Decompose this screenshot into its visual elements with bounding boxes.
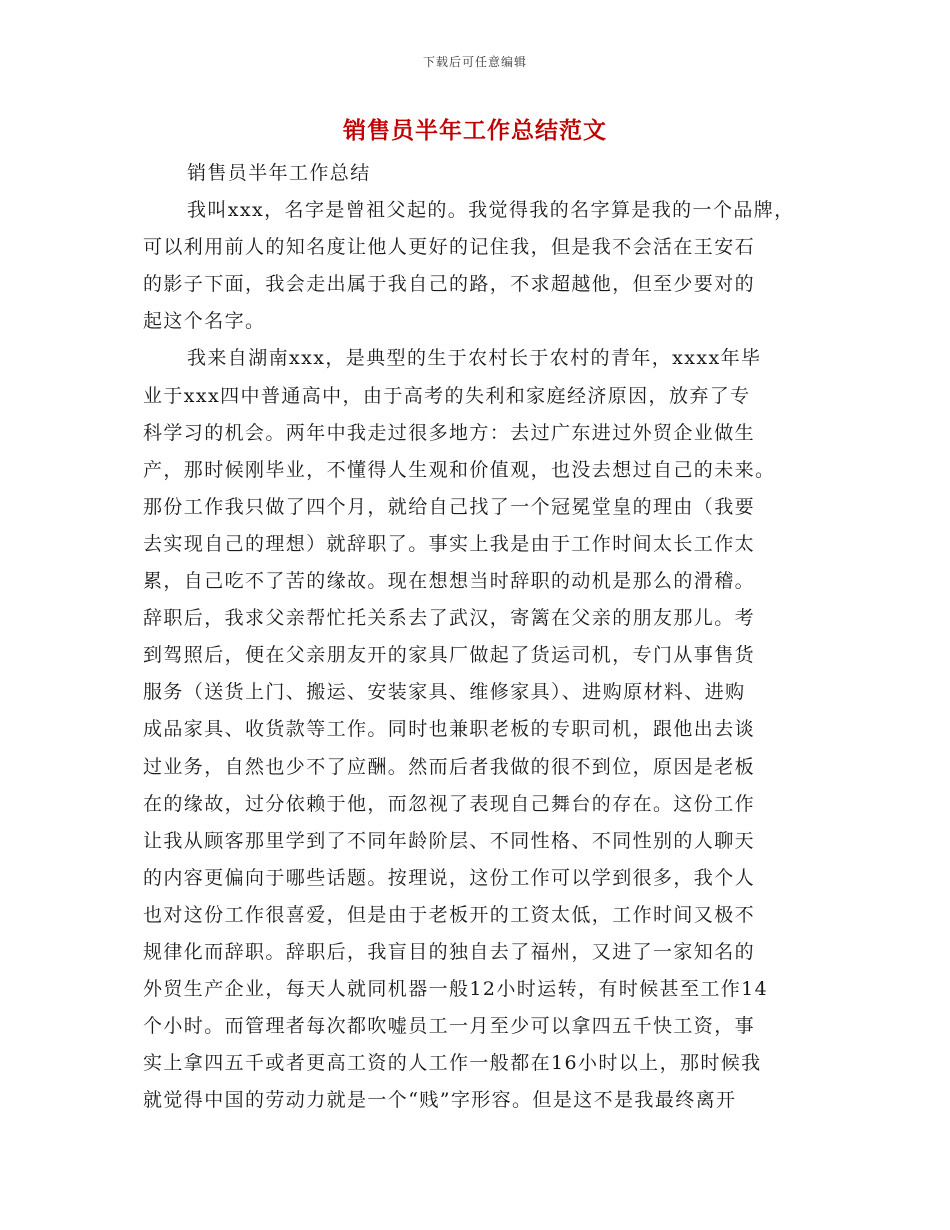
paragraph-line: 让我从顾客那里学到了不同年龄阶层、不同性格、不同性别的人聊天 xyxy=(143,829,756,852)
paragraph-line: 实上拿四五千或者更高工资的人工作一般都在16小时以上，那时候我 xyxy=(143,1052,762,1075)
document-title: 销售员半年工作总结范文 xyxy=(343,117,607,144)
paragraph-line: 可以利用前人的知名度让他人更好的记住我，但是我不会活在王安石 xyxy=(143,236,756,259)
paragraph-line: 科学习的机会。两年中我走过很多地方：去过广东进过外贸企业做生 xyxy=(143,421,756,444)
paragraph-line: 服务（送货上门、搬运、安装家具、维修家具）、进购原材料、进购 xyxy=(143,681,746,704)
paragraph-line: 产，那时候刚毕业，不懂得人生观和价值观，也没去想过自己的未来。 xyxy=(143,458,776,481)
paragraph-line: 个小时。而管理者每次都吹嘘员工一月至少可以拿四五千快工资，事 xyxy=(143,1015,756,1038)
document-body xyxy=(143,155,811,1119)
paragraph-line: 累，自己吃不了苦的缘故。现在想想当时辞职的动机是那么的滑稽。 xyxy=(143,570,756,593)
paragraph-line: 的影子下面，我会走出属于我自己的路，不求超越他，但至少要对的 xyxy=(143,273,756,296)
paragraph-line: 起这个名字。 xyxy=(143,310,266,333)
paragraph-line: 去实现自己的理想）就辞职了。事实上我是由于工作时间太长工作太 xyxy=(143,532,756,555)
paragraph-line: 过业务，自然也少不了应酬。然而后者我做的很不到位，原因是老板 xyxy=(143,755,756,778)
paragraph-line: 外贸生产企业，每天人就同机器一般12小时运转，有时候甚至工作14 xyxy=(143,978,769,1001)
paragraph-line: 业于xxx四中普通高中，由于高考的失利和家庭经济原因，放弃了专 xyxy=(143,384,751,407)
paragraph-line: 就觉得中国的劳动力就是一个“贱”字形容。但是这不是我最终离开 xyxy=(143,1089,737,1112)
paragraph-line: 到驾照后，便在父亲朋友开的家具厂做起了货运司机，专门从事售货 xyxy=(143,644,756,667)
paragraph-line: 规律化而辞职。辞职后，我盲目的独自去了福州，又进了一家知名的 xyxy=(143,940,756,963)
subtitle-line: 销售员半年工作总结 xyxy=(187,162,371,184)
paragraph-line: 在的缘故，过分依赖于他，而忽视了表现自己舞台的存在。这份工作 xyxy=(143,792,756,815)
page-header-note: 下载后可任意编辑 xyxy=(422,55,527,69)
paragraph-line: 成品家具、收货款等工作。同时也兼职老板的专职司机，跟他出去谈 xyxy=(143,718,756,741)
paragraph-line: 那份工作我只做了四个月，就给自己找了一个冠冕堂皇的理由（我要 xyxy=(143,495,756,518)
paragraph-line: 辞职后，我求父亲帮忙托关系去了武汉，寄篱在父亲的朋友那儿。考 xyxy=(143,607,756,630)
paragraph-line: 的内容更偏向于哪些话题。按理说，这份工作可以学到很多，我个人 xyxy=(143,866,756,889)
paragraph-line: 也对这份工作很喜爱，但是由于老板开的工资太低，工作时间又极不 xyxy=(143,903,756,926)
paragraph-line: 我叫xxx，名字是曾祖父起的。我觉得我的名字算是我的一个品牌， xyxy=(187,199,795,222)
paragraph-line: 我来自湖南xxx，是典型的生于农村长于农村的青年，xxxx年毕 xyxy=(187,347,762,370)
